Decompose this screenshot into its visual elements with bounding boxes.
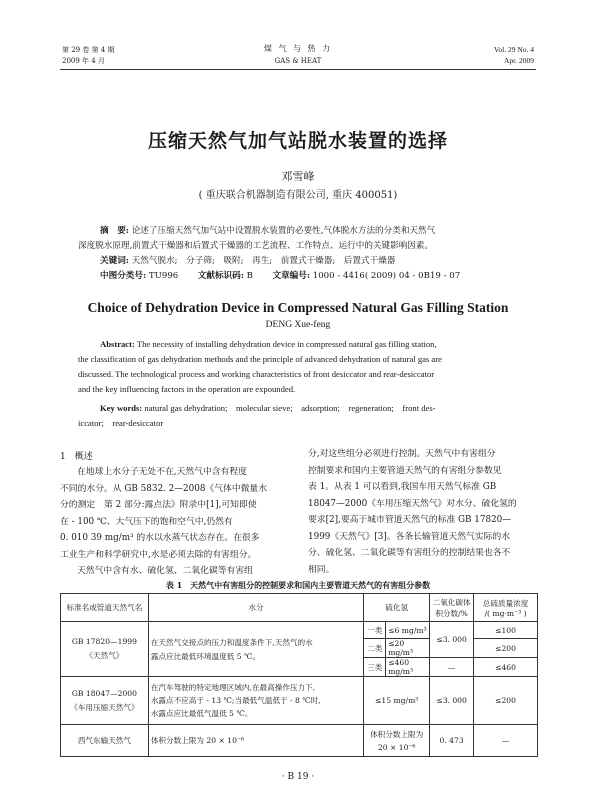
gb17820-name-line1: GB 17820—1999 (71, 637, 137, 646)
table-cell: — (474, 725, 538, 757)
body-right-column (308, 446, 538, 578)
keywords-zh (100, 254, 520, 269)
clc-label: 中图分类号: (100, 271, 147, 281)
table-cell: ≤200 (474, 639, 538, 658)
table-cell: ≤460 (474, 658, 538, 677)
header-co2-line1: 二氧化碳体 (432, 597, 471, 607)
body-left-line: 在 - 100 ℃、大气压下的饱和空气中,仍然有 (60, 516, 233, 527)
gb17820-water-line2: 露点应比最低环境温度低 5 ℃。 (150, 651, 261, 661)
journal-date-en: Apr. 2009 (504, 56, 534, 65)
journal-volume: 第 29 卷 第 4 期 (62, 46, 115, 54)
header-sulfur-line2: /( mg·m⁻³ ) (484, 608, 527, 618)
gb18047-water-line1: 在汽车驾驶的特定地理区域内,在最高操作压力下, (150, 683, 316, 692)
abstract-en-label: Abstract: (100, 339, 135, 349)
body-left-line: 天然气中含有水、硫化氢、二氧化碳等有害组 (77, 566, 253, 576)
gb17820-water-line1: 在天然气交接点的压力和温度条件下,天然气的水 (150, 637, 313, 647)
gb18047-name-line2: 《车用压缩天然气》 (70, 702, 139, 712)
table-cell (61, 622, 149, 677)
table-row (61, 725, 538, 757)
table-cell: ≤3. 000 (430, 622, 474, 658)
gb17820-name-line2: 《天然气》 (85, 651, 124, 660)
table-cell: 0. 473 (430, 725, 474, 757)
doc-code-value: B (246, 271, 253, 281)
table-cell: 三类 (364, 658, 386, 677)
gb18047-name-line1: GB 18047—2000 (71, 688, 137, 698)
keywords-en-text1: natural gas dehydration; molecular sieve; adsorption; regeneration; front des- (144, 403, 436, 413)
abstract-en-line3: discussed. The technological process and working characteristics of front desiccator and rear-desiccator (78, 369, 435, 379)
table-cell (364, 725, 430, 757)
body-right-line: 相同。 (308, 564, 335, 575)
author-affiliation: ( 重庆联合机器制造有限公司, 重庆 400051) (198, 190, 398, 201)
keywords-zh-text: 天然气脱水; 分子筛; 吸附; 再生; 前置式干燥器; 后置式干燥器 (131, 256, 396, 266)
table-cell (148, 677, 363, 725)
gb18047-water-line3: 水露点应比最低气温低 5 ℃。 (150, 709, 253, 718)
classification-line (100, 269, 520, 284)
keywords-zh-label: 关键词: (100, 256, 129, 266)
body-left-line: 0. 010 39 mg/m³ 的水以水蒸气状态存在。在很多 (60, 533, 260, 543)
table-cell: ≤15 mg/m³ (364, 677, 430, 725)
body-right-line: 分、硫化氢、二氧化碳等有害组分的控制结果也各不 (308, 548, 511, 558)
author-name-en: DENG Xue-feng (265, 320, 331, 330)
table-cell: ≤3. 000 (430, 677, 474, 725)
author-name: 邓雪峰 (281, 170, 315, 183)
table-cell: ≤460 mg/m³ (386, 658, 430, 677)
article-title-en: Choice of Dehydration Device in Compressed Natural Gas Filling Station (87, 300, 509, 315)
table-cell: ≤20 mg/m³ (386, 639, 430, 658)
abstract-zh-label: 摘 要: (100, 226, 129, 236)
abstract-en-line1 (100, 337, 520, 352)
keywords-en-line2: iccator; rear-desiccator (78, 418, 164, 428)
header-cell: 水分 (148, 594, 363, 622)
table-cell: — (430, 658, 474, 677)
table-header-row (61, 594, 538, 622)
header-cell (474, 594, 538, 622)
journal-date: 2009 年 4 月 (62, 57, 105, 65)
table-row (61, 622, 538, 639)
body-left-line: 工业生产和科学研究中,水是必须去除的有害组分。 (60, 549, 257, 560)
table-cell: 体积分数上限为 20 × 10⁻⁶ (148, 725, 363, 757)
body-right-line: 控制要求和国内主要管道天然气的有害组分参数见 (308, 465, 502, 476)
header-co2-line2: 积分数/% (435, 608, 468, 618)
abstract-en-line4: and the key influencing factors in the operation are expounded. (78, 384, 296, 394)
body-right-line: 要求[2],要高于城市管道天然气的标准 GB 17820— (308, 515, 512, 525)
body-left-line: 在地球上水分子无处不在,天然气中含有程度 (77, 467, 247, 477)
header-rule (60, 69, 536, 70)
page-number: · B 19 · (281, 772, 315, 782)
body-left-line: 分的测定 第 2 部分:露点法》附录中[1],可知即使 (60, 500, 257, 510)
abstract-en-line2: the classification of gas dehydration methods and the principle of advanced dehydration of natural gas are (78, 354, 442, 364)
xqdx-h2s-line1: 体积分数上限为 (370, 730, 424, 739)
keywords-en-label: Key words: (100, 403, 143, 413)
xqdx-h2s-line2: 20 × 10⁻⁶ (377, 743, 416, 752)
header-cell: 标准名或管道天然气名 (61, 594, 149, 622)
abstract-en-text1: The necessity of installing dehydration device in compressed natural gas filling station, (136, 339, 437, 349)
article-no-label: 文章编号: (272, 271, 310, 281)
keywords-en-line1 (100, 401, 520, 416)
abstract-zh-line1 (100, 224, 520, 239)
article-title: 压缩天然气加气站脱水装置的选择 (147, 130, 448, 152)
table-cell: ≤100 (474, 622, 538, 639)
table-cell: ≤200 (474, 677, 538, 725)
header-sulfur-line1: 总硫质量浓度 (482, 598, 529, 608)
table-cell: 西气东输天然气 (61, 725, 149, 757)
harmful-components-table (60, 593, 538, 757)
body-right-line: 表 1。从表 1 可以看到,我国车用天然气标准 GB (308, 482, 497, 492)
journal-volume-en: Vol. 29 No. 4 (493, 45, 534, 54)
journal-name-en: GAS & HEAT (274, 57, 322, 65)
body-left-line: 不同的水分。从 GB 5832. 2—2008《气体中微量水 (60, 483, 268, 494)
article-no-value: 1000 - 4416( 2009) 04 - 0B19 - 07 (312, 271, 461, 281)
body-right-line: 分,对这些组分必须进行控制。天然气中有害组分 (308, 449, 496, 459)
journal-name: 煤 气 与 热 力 (263, 44, 333, 53)
section-heading: 1 概述 (60, 452, 93, 462)
table-cell: ≤6 mg/m³ (386, 622, 430, 639)
body-right-line: 1999《天然气》[3]。各条长输管道天然气实际的水 (308, 531, 510, 542)
abstract-zh-text1: 论述了压缩天然气加气站中设置脱水装置的必要性,气体脱水方法的分类和天然气 (131, 226, 436, 236)
table-cell (148, 622, 363, 677)
table-caption: 表 1 天然气中有害组分的控制要求和国内主要管道天然气的有害组分参数 (165, 580, 431, 590)
table-cell (61, 677, 149, 725)
header-cell: 硫化氢 (364, 594, 430, 622)
body-left-column (60, 464, 292, 580)
table-row (61, 677, 538, 725)
gb18047-water-line2: 水露点不应高于 - 13 ℃;当最低气温低于 - 8 ℃时, (150, 696, 321, 705)
table-cell: 二类 (364, 639, 386, 658)
body-right-line: 18047—2000《车用压缩天然气》对水分、硫化氢的 (308, 498, 517, 509)
clc-value: TU996 (148, 271, 179, 281)
header-cell (430, 594, 474, 622)
doc-code-label: 文献标识码: (197, 271, 244, 281)
abstract-zh-line2: 深度脱水原理,前置式干燥器和后置式干燥器的工艺流程、工作特点、运行中的关键影响因素。 (78, 241, 434, 251)
table-cell: 一类 (364, 622, 386, 639)
